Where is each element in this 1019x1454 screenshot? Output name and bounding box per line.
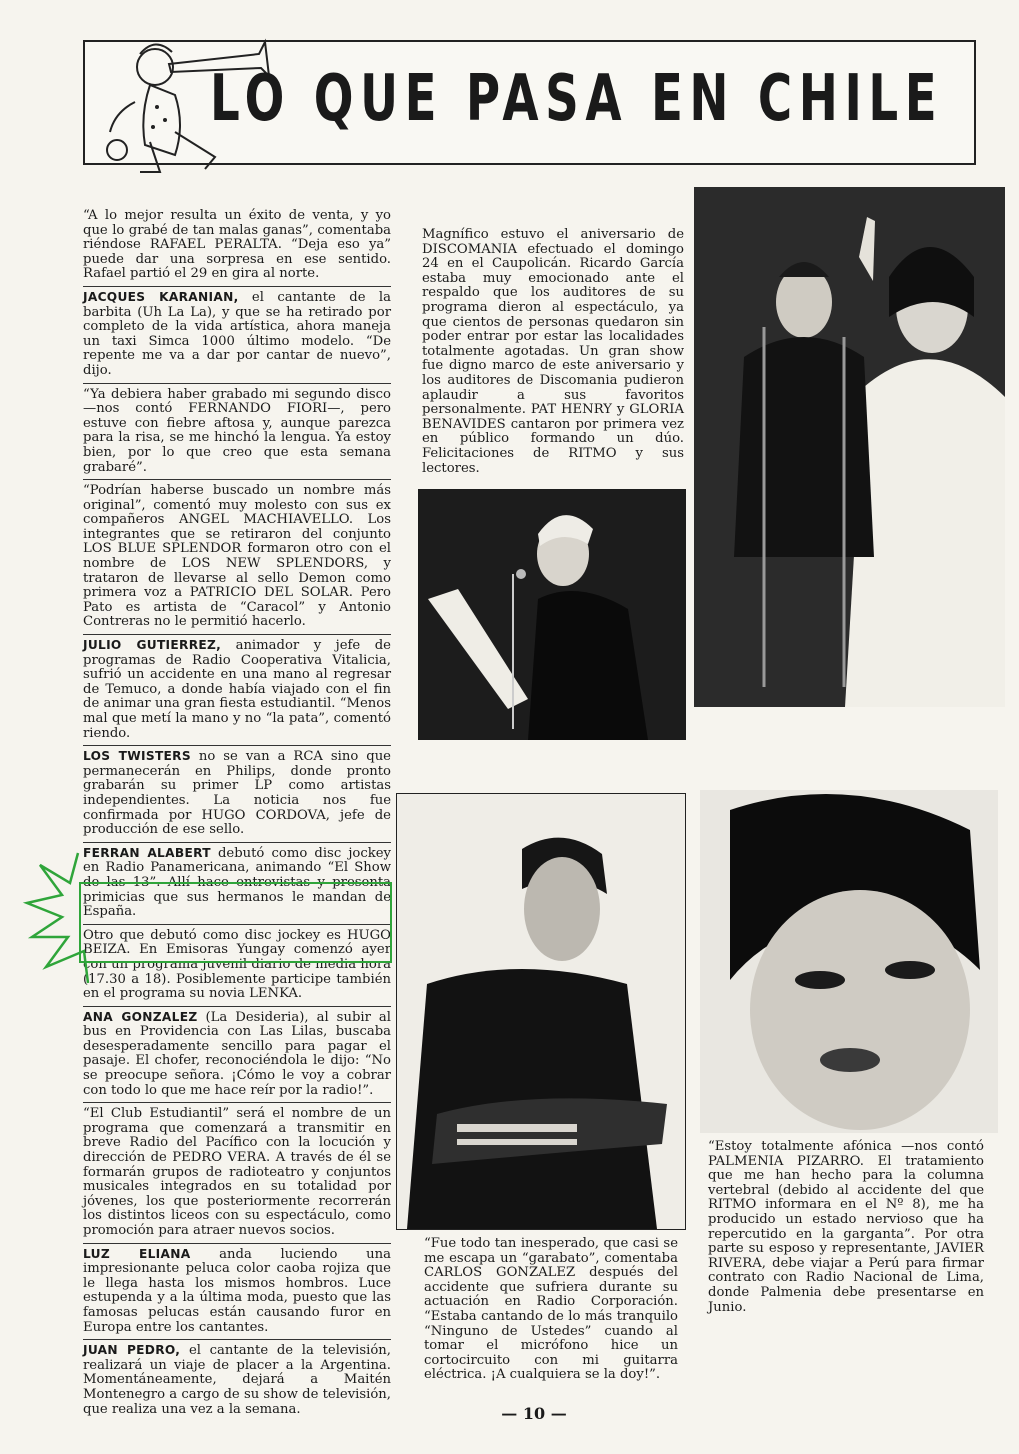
news-item: “Podrían haberse buscado un nombre más original”, comentó muy molesto con sus ex compañeros ANGEL MACHIAVELLO. Los integrantes que se retiraron del conjunto LOS BLUE SPLENDOR formaron otro con el nombre de LOS NEW SPLENDORS, y trataron de llevarse al sello Demon como primera voz a PATRICIO DEL SOLAR. Pero Pato es artista de “Caracol” y Antonio Contreras no le permitió hacerlo. bbox=[83, 480, 391, 635]
photo-singer-microphone bbox=[418, 489, 686, 740]
green-highlight-box bbox=[79, 882, 392, 963]
photo-carlos-gonzalez bbox=[396, 793, 686, 1230]
news-item: JULIO GUTIERREZ, animador y jefe de programas de Radio Cooperativa Vitalicia, sufrió un accidente en una mano al regresar de Temuco, a donde había viajado con el fin de animar una gran fiesta estudiantil. “Menos mal que metí la mano y no “la pata”, comentó riendo. bbox=[83, 635, 391, 746]
photo-pat-henry-gloria-benavides bbox=[694, 187, 1005, 707]
news-item: “El Club Estudiantil” será el nombre de un programa que comenzará a transmitir en breve Radio del Pacífico con la locución y dirección de PEDRO VERA. A través de él se formarán grupos de radioteatro y conjuntos musicales integrados en su totalidad por jóvenes, los que posteriormente recorrerán los distintos liceos con su espectáculo, como promoción para atraer nuevos socios. bbox=[83, 1103, 391, 1243]
news-item: “A lo mejor resulta un éxito de venta, y yo que lo grabé de tan malas ganas”, comentaba riéndose RAFAEL PERALTA. “Deja eso ya” puede dar una sorpresa en ese sentido. Rafael partió el 29 en gira al norte. bbox=[83, 205, 391, 287]
page-number: — 10 — bbox=[501, 1404, 567, 1423]
news-column bbox=[83, 205, 391, 1421]
news-item: JUAN PEDRO, el cantante de la televisión, realizará un viaje de placer a la Argentina. Momentáneamente, dejará a Maitén Montenegro a cargo de su show de televisión, que realiza una vez a la semana. bbox=[83, 1343, 391, 1417]
news-item: ANA GONZALEZ (La Desideria), al subir al bus en Providencia con Las Lilas, buscaba desesperadamente sencillo para pagar el pasaje. El chofer, reconociéndola le dijo: “No se preocupe señora. ¡Cómo le voy a cobrar con todo lo que me hace reír por la radio!”. bbox=[83, 1007, 391, 1104]
caption-carlos-gonzalez: “Fue todo tan inesperado, que casi se me escapa un “garabato”, comentaba CARLOS GONZALEZ después del accidente que sufriera durante su actuación en Radio Corporación. “Estaba cantando de lo más tranquilo “Ninguno de Ustedes” cuando al tomar el micrófono hice un cortocircuito con mi guitarra eléctrica. ¡A cualquiera se la doy!”. bbox=[424, 1236, 678, 1383]
caption-discomania: Magnífico estuvo el aniversario de DISCOMANIA efectuado el domingo 24 en el Caupolicán. Ricardo García estaba muy emocionado ante el respaldo que los auditores de su programa dieron al espectáculo, ya que cientos de personas quedaron sin poder entrar por estar las localidades totalmente agotadas. Un gran show fue digno marco de este aniversario y los auditores de Discomania pudieron aplaudir a sus favoritos personalmente. PAT HENRY y GLORIA BENAVIDES cantaron por primera vez en público formando un dúo. Felicitaciones de RITMO y sus lectores. bbox=[422, 227, 684, 476]
caption-palmenia-pizarro: “Estoy totalmente afónica —nos contó PALMENIA PIZARRO. El tratamiento que me han hecho para la columna vertebral (debido al accidente del que RITMO informara en el Nº 8), me ha producido un estado nervioso que ha repercutido en la garganta”. Por otra parte su esposo y representante, JAVIER RIVERA, debe viajar a Perú para firmar contrato con Radio Nacional de Lima, donde Palmenia debe presentarse en Junio. bbox=[708, 1139, 984, 1315]
photo-palmenia-pizarro bbox=[700, 790, 998, 1133]
green-scribble bbox=[20, 845, 100, 995]
page-title: LO QUE PASA EN CHILE bbox=[210, 62, 944, 136]
news-item: “Ya debiera haber grabado mi segundo disco —nos contó FERNANDO FIORI—, pero estuve con fiebre aftosa y, aunque parezca para la risa, se me hinchó la lengua. Ya estoy bien, por lo que creo que esta semana grabaré”. bbox=[83, 384, 391, 481]
news-item: LUZ ELIANA anda luciendo una impresionante peluca color caoba rojiza que le llega hasta los mismos hombros. Luce estupenda y a la última moda, puesto que las famosas pelucas están causando furor en Europa entre los cantantes. bbox=[83, 1244, 391, 1341]
news-item-highlighted: Otro que debutó como disc jockey es HUGO BEIZA. En Emisoras Yungay comenzó ayer con un programa juvenil diario de media hora (17.30 a 18). Posiblemente participe también en el programa su novia LENKA. bbox=[83, 925, 391, 1007]
news-item: LOS TWISTERS no se van a RCA sino que permanecerán en Philips, donde pronto grabarán su primer LP como artistas independientes. La noticia nos fue confirmada por HUGO CORDOVA, jefe de producción de ese sello. bbox=[83, 746, 391, 843]
news-item: FERRAN ALABERT debutó como disc jockey en Radio Panamericana, animando “El Show de las 13”. Allí hace entrevistas y presenta primicias que sus hermanos le mandan de España. bbox=[83, 843, 391, 925]
news-item: JACQUES KARANIAN, el cantante de la barbita (Uh La La), y que se ha retirado por completo de la vida artística, ahora maneja un taxi Simca 1000 último modelo. “De repente me va a dar por cantar de nuevo”, dijo. bbox=[83, 287, 391, 384]
